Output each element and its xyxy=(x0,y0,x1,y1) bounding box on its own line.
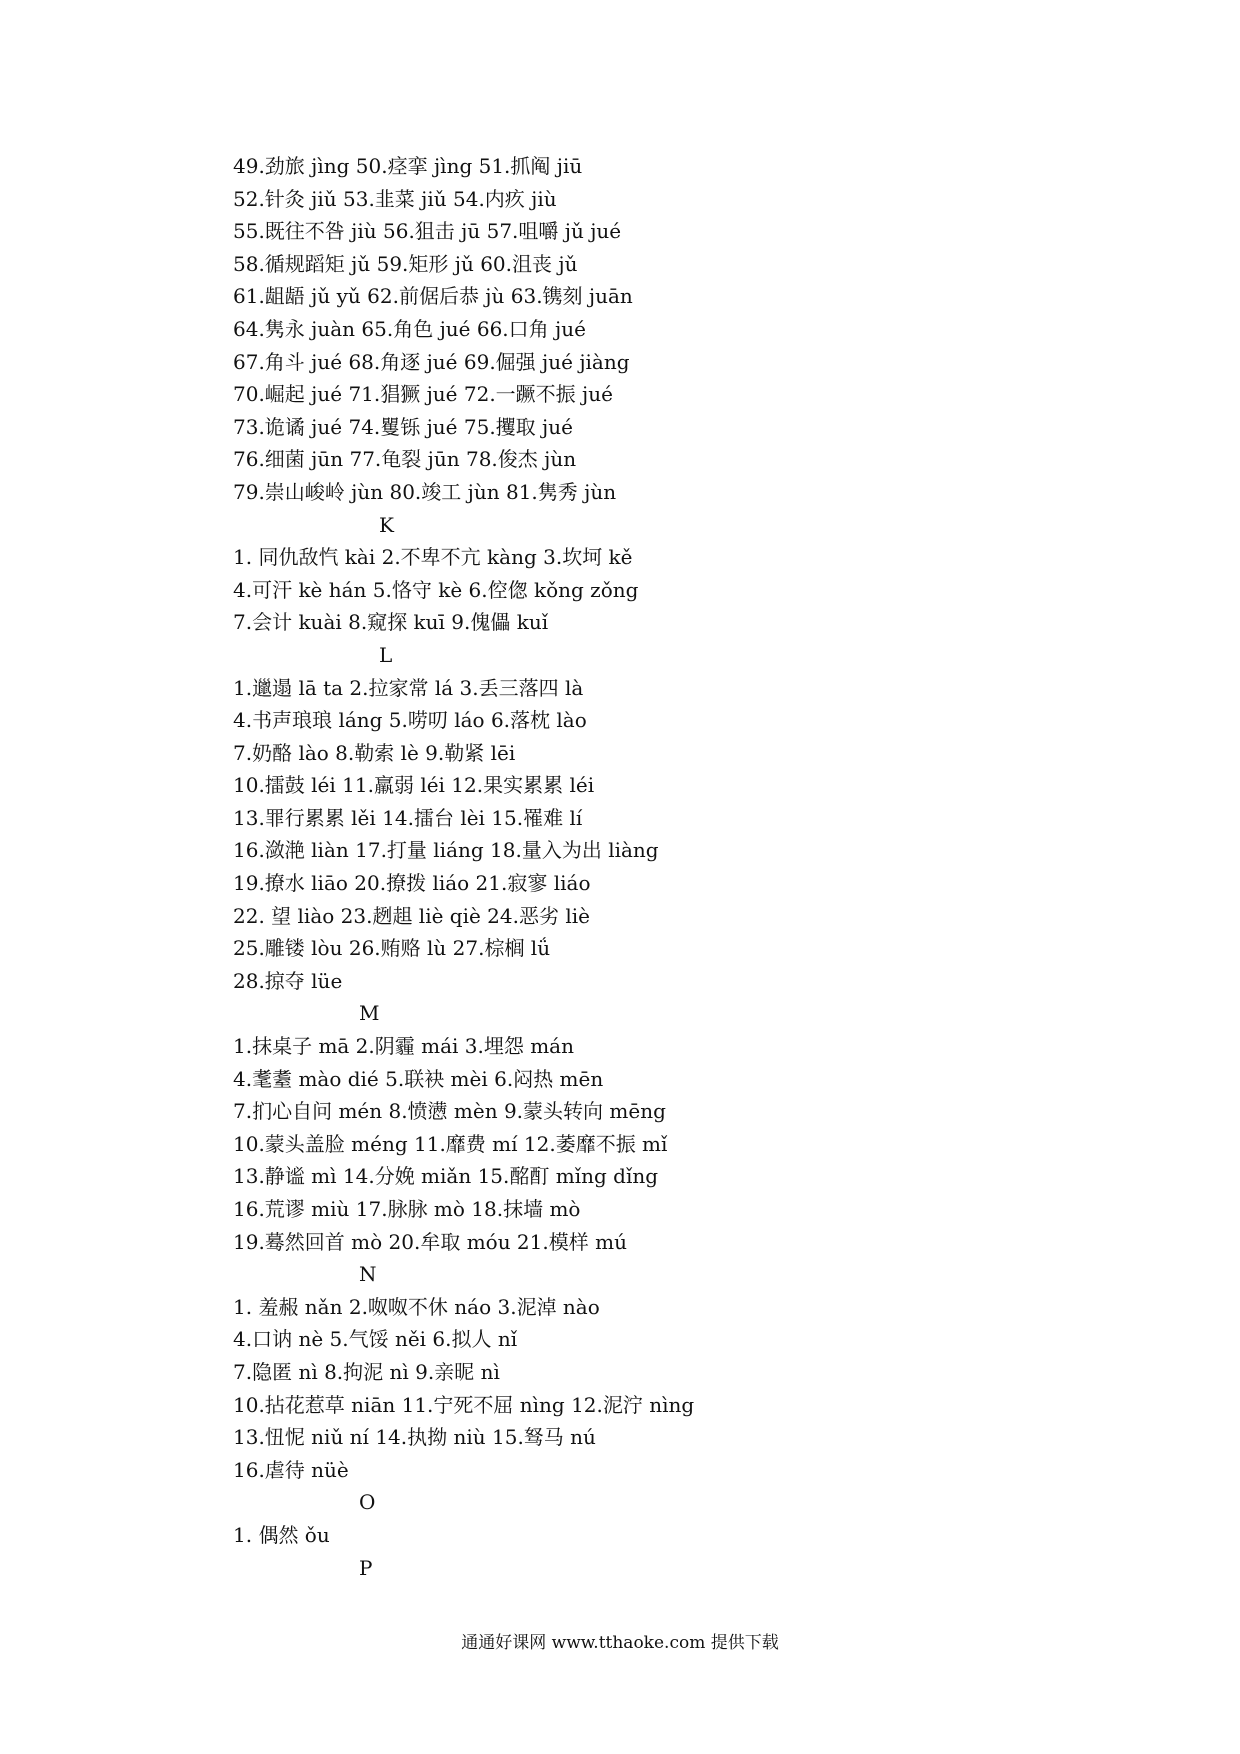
word-entry-line: 19.蓦然回首 mò 20.牟取 móu 21.模样 mú xyxy=(233,1229,627,1254)
word-entry-line: 67.角斗 jué 68.角逐 jué 69.倔强 jué jiàng xyxy=(233,349,630,374)
word-entry-line: 16.虐待 nüè xyxy=(233,1457,349,1482)
section-letter-heading: P xyxy=(359,1555,373,1580)
section-letter-heading: O xyxy=(359,1490,376,1515)
page-footer: 通通好课网 www.tthaoke.com 提供下载 xyxy=(461,1633,779,1653)
word-entry-line: 13.静谧 mì 14.分娩 miǎn 15.酩酊 mǐng dǐng xyxy=(233,1164,659,1189)
word-entry-line: 16.潋滟 liàn 17.打量 liáng 18.量入为出 liàng xyxy=(233,838,659,863)
word-entry-line: 55.既往不咎 jiù 56.狙击 jū 57.咀嚼 jǔ jué xyxy=(233,219,622,244)
word-entry-line: 49.劲旅 jìng 50.痉挛 jìng 51.抓阄 jiū xyxy=(233,154,583,178)
word-entry-line: 4.可汗 kè hán 5.恪守 kè 6.倥偬 kǒng zǒng xyxy=(233,577,639,602)
word-entry-line: 4.耄耋 mào dié 5.联袂 mèi 6.闷热 mēn xyxy=(233,1066,604,1091)
section-letter-heading: L xyxy=(379,642,393,667)
word-entry-line: 7.会计 kuài 8.窥探 kuī 9.傀儡 kuǐ xyxy=(233,610,549,635)
word-entry-line: 61.龃龉 jǔ yǔ 62.前倨后恭 jù 63.镌刻 juān xyxy=(233,284,633,309)
word-entry-line: 1.抹桌子 mā 2.阴霾 mái 3.埋怨 mán xyxy=(233,1034,574,1059)
word-entry-line: 28.掠夺 lüe xyxy=(233,968,343,993)
word-entry-line: 4.口讷 nè 5.气馁 něi 6.拟人 nǐ xyxy=(233,1327,518,1352)
word-entry-line: 16.荒谬 miù 17.脉脉 mò 18.抹墙 mò xyxy=(233,1197,581,1221)
word-entry-line: 64.隽永 juàn 65.角色 jué 66.口角 jué xyxy=(233,316,586,341)
word-entry-line: 58.循规蹈矩 jǔ 59.矩形 jǔ 60.沮丧 jǔ xyxy=(233,251,578,276)
word-entry-line: 10.擂鼓 léi 11.羸弱 léi 12.果实累累 léi xyxy=(233,773,595,798)
word-entry-line: 13.罪行累累 lěi 14.擂台 lèi 15.罹难 lí xyxy=(233,805,583,830)
section-letter-heading: N xyxy=(359,1262,377,1287)
word-entry-line: 22. 望 liào 23.趔趄 liè qiè 24.恶劣 liè xyxy=(233,903,590,928)
word-entry-line: 7.隐匿 nì 8.拘泥 nì 9.亲昵 nì xyxy=(233,1359,500,1384)
word-entry-line: 10.拈花惹草 niān 11.宁死不屈 nìng 12.泥泞 nìng xyxy=(233,1392,695,1417)
section-letter-heading: M xyxy=(359,1001,380,1026)
word-entry-line: 25.雕镂 lòu 26.贿赂 lù 27.棕榈 lǘ xyxy=(233,936,551,961)
word-entry-line: 13.忸怩 niǔ ní 14.执拗 niù 15.驽马 nú xyxy=(233,1425,596,1450)
word-entry-line: 1. 羞赧 nǎn 2.呶呶不休 náo 3.泥淖 nào xyxy=(233,1294,600,1319)
section-letter-heading: K xyxy=(379,512,394,537)
word-entry-line: 79.崇山峻岭 jùn 80.竣工 jùn 81.隽秀 jùn xyxy=(233,479,617,504)
word-entry-line: 7.奶酪 lào 8.勒索 lè 9.勒紧 lēi xyxy=(233,740,516,765)
word-entry-line: 19.撩水 liāo 20.撩拨 liáo 21.寂寥 liáo xyxy=(233,871,591,896)
word-entry-line: 70.崛起 jué 71.猖獗 jué 72.一蹶不振 jué xyxy=(233,382,613,407)
word-entry-line: 4.书声琅琅 láng 5.唠叨 láo 6.落枕 lào xyxy=(233,708,587,733)
word-entry-line: 76.细菌 jūn 77.龟裂 jūn 78.俊杰 jùn xyxy=(233,447,577,472)
word-entry-line: 1.邋遢 lā ta 2.拉家常 lá 3.丢三落四 là xyxy=(233,675,584,700)
word-entry-line: 10.蒙头盖脸 méng 11.靡费 mí 12.萎靡不振 mǐ xyxy=(233,1131,668,1156)
word-entry-line: 52.针灸 jiǔ 53.韭菜 jiǔ 54.内疚 jiù xyxy=(233,186,557,211)
pinyin-word-list xyxy=(233,150,993,1584)
word-entry-line: 1. 同仇敌忾 kài 2.不卑不亢 kàng 3.坎坷 kě xyxy=(233,545,633,570)
word-entry-line: 7.扪心自问 mén 8.愤懑 mèn 9.蒙头转向 mēng xyxy=(233,1099,666,1124)
word-entry-line: 1. 偶然 ǒu xyxy=(233,1522,330,1547)
word-entry-line: 73.诡谲 jué 74.矍铄 jué 75.攫取 jué xyxy=(233,414,573,439)
